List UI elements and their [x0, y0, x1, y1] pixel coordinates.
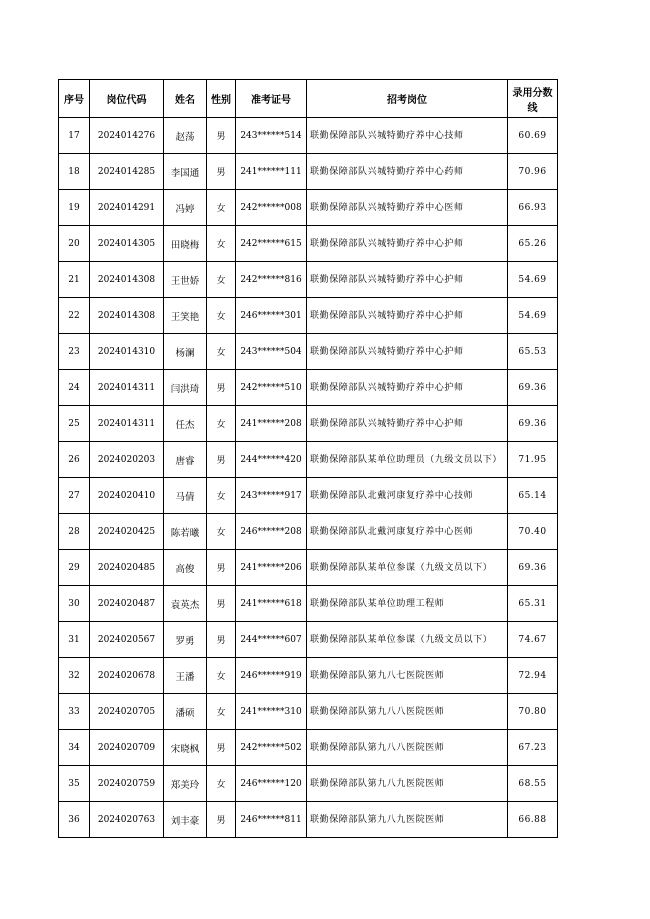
cell-seq: 18 [59, 154, 90, 190]
cell-seq: 19 [59, 190, 90, 226]
cell-post-code: 2024014308 [90, 262, 164, 298]
cell-post-code: 2024020487 [90, 586, 164, 622]
cell-post-code: 2024014310 [90, 334, 164, 370]
header-row [59, 80, 558, 118]
cell-position: 联勤保障部队兴城特勤疗养中心护师 [307, 334, 508, 370]
cell-score: 69.36 [508, 550, 558, 586]
cell-gender: 女 [207, 298, 236, 334]
cell-score: 66.88 [508, 802, 558, 838]
cell-gender: 男 [207, 118, 236, 154]
cell-post-code: 2024020485 [90, 550, 164, 586]
cell-name: 潘硕 [164, 694, 207, 730]
cell-seq: 20 [59, 226, 90, 262]
cell-name: 王世娇 [164, 262, 207, 298]
cell-name: 宋晓枫 [164, 730, 207, 766]
table-row [59, 298, 558, 334]
cell-position: 联勤保障部队兴城特勤疗养中心护师 [307, 406, 508, 442]
header-post-code: 岗位代码 [90, 80, 164, 118]
cell-name: 郑美玲 [164, 766, 207, 802]
cell-ticket: 243******504 [236, 334, 307, 370]
cell-score: 70.96 [508, 154, 558, 190]
cell-ticket: 246******811 [236, 802, 307, 838]
cell-score: 65.14 [508, 478, 558, 514]
cell-position: 联勤保障部队某单位参谋（九级文员以下） [307, 550, 508, 586]
table-row [59, 622, 558, 658]
cell-ticket: 246******301 [236, 298, 307, 334]
header-score: 录用分数线 [508, 80, 558, 118]
table-row [59, 658, 558, 694]
cell-ticket: 243******917 [236, 478, 307, 514]
cell-ticket: 246******919 [236, 658, 307, 694]
table-row [59, 514, 558, 550]
cell-name: 王潘 [164, 658, 207, 694]
cell-seq: 36 [59, 802, 90, 838]
cell-ticket: 243******514 [236, 118, 307, 154]
cell-name: 王笑艳 [164, 298, 207, 334]
cell-gender: 女 [207, 334, 236, 370]
table-row [59, 802, 558, 838]
cell-name: 李国通 [164, 154, 207, 190]
table-row [59, 406, 558, 442]
cell-post-code: 2024020763 [90, 802, 164, 838]
cell-score: 54.69 [508, 262, 558, 298]
cell-score: 71.95 [508, 442, 558, 478]
cell-position: 联勤保障部队第九八八医院医师 [307, 730, 508, 766]
cell-seq: 27 [59, 478, 90, 514]
header-gender: 性别 [207, 80, 236, 118]
cell-seq: 21 [59, 262, 90, 298]
cell-score: 65.53 [508, 334, 558, 370]
cell-position: 联勤保障部队兴城特勤疗养中心护师 [307, 226, 508, 262]
cell-ticket: 246******208 [236, 514, 307, 550]
table-row [59, 226, 558, 262]
cell-position: 联勤保障部队第九八九医院医师 [307, 802, 508, 838]
cell-ticket: 242******816 [236, 262, 307, 298]
cell-post-code: 2024020410 [90, 478, 164, 514]
cell-seq: 26 [59, 442, 90, 478]
cell-gender: 女 [207, 190, 236, 226]
cell-score: 69.36 [508, 406, 558, 442]
cell-name: 马倩 [164, 478, 207, 514]
cell-gender: 男 [207, 550, 236, 586]
cell-gender: 女 [207, 262, 236, 298]
table-row [59, 730, 558, 766]
cell-name: 唐睿 [164, 442, 207, 478]
header-position: 招考岗位 [307, 80, 508, 118]
cell-position: 联勤保障部队第九八七医院医师 [307, 658, 508, 694]
cell-name: 冯婷 [164, 190, 207, 226]
cell-position: 联勤保障部队某单位参谋（九级文员以下） [307, 622, 508, 658]
cell-score: 65.31 [508, 586, 558, 622]
table-row [59, 154, 558, 190]
header-ticket: 准考证号 [236, 80, 307, 118]
table-row [59, 370, 558, 406]
cell-seq: 24 [59, 370, 90, 406]
cell-ticket: 244******607 [236, 622, 307, 658]
cell-name: 高俊 [164, 550, 207, 586]
cell-gender: 男 [207, 802, 236, 838]
table-row [59, 478, 558, 514]
cell-seq: 30 [59, 586, 90, 622]
cell-name: 袁英杰 [164, 586, 207, 622]
cell-post-code: 2024014311 [90, 370, 164, 406]
cell-name: 赵荡 [164, 118, 207, 154]
cell-position: 联勤保障部队某单位助理工程师 [307, 586, 508, 622]
cell-gender: 女 [207, 478, 236, 514]
cell-post-code: 2024014311 [90, 406, 164, 442]
cell-name: 罗勇 [164, 622, 207, 658]
table-row [59, 118, 558, 154]
cell-score: 66.93 [508, 190, 558, 226]
cell-gender: 男 [207, 442, 236, 478]
cell-post-code: 2024020709 [90, 730, 164, 766]
cell-seq: 17 [59, 118, 90, 154]
cell-ticket: 241******206 [236, 550, 307, 586]
cell-name: 田晓梅 [164, 226, 207, 262]
cell-post-code: 2024020705 [90, 694, 164, 730]
cell-post-code: 2024020203 [90, 442, 164, 478]
cell-post-code: 2024020567 [90, 622, 164, 658]
cell-ticket: 246******120 [236, 766, 307, 802]
table-row [59, 694, 558, 730]
cell-position: 联勤保障部队兴城特勤疗养中心技师 [307, 118, 508, 154]
cell-gender: 女 [207, 694, 236, 730]
cell-name: 闫洪琦 [164, 370, 207, 406]
cell-seq: 23 [59, 334, 90, 370]
table-row [59, 190, 558, 226]
cell-gender: 男 [207, 622, 236, 658]
cell-ticket: 244******420 [236, 442, 307, 478]
cell-seq: 22 [59, 298, 90, 334]
cell-name: 任杰 [164, 406, 207, 442]
cell-gender: 女 [207, 406, 236, 442]
cell-name: 杨澜 [164, 334, 207, 370]
cell-post-code: 2024014305 [90, 226, 164, 262]
header-name: 姓名 [164, 80, 207, 118]
cell-position: 联勤保障部队某单位助理员（九级文员以下） [307, 442, 508, 478]
cell-post-code: 2024020425 [90, 514, 164, 550]
cell-ticket: 241******310 [236, 694, 307, 730]
cell-seq: 28 [59, 514, 90, 550]
cell-score: 68.55 [508, 766, 558, 802]
table-row [59, 586, 558, 622]
cell-position: 联勤保障部队北戴河康复疗养中心医师 [307, 514, 508, 550]
cell-gender: 男 [207, 730, 236, 766]
cell-gender: 男 [207, 154, 236, 190]
cell-name: 刘丰豪 [164, 802, 207, 838]
cell-post-code: 2024014276 [90, 118, 164, 154]
cell-gender: 女 [207, 766, 236, 802]
cell-seq: 32 [59, 658, 90, 694]
cell-gender: 男 [207, 586, 236, 622]
cell-seq: 35 [59, 766, 90, 802]
cell-position: 联勤保障部队兴城特勤疗养中心护师 [307, 370, 508, 406]
cell-seq: 34 [59, 730, 90, 766]
cell-seq: 33 [59, 694, 90, 730]
table-row [59, 262, 558, 298]
cell-post-code: 2024014285 [90, 154, 164, 190]
cell-post-code: 2024020759 [90, 766, 164, 802]
cell-gender: 女 [207, 226, 236, 262]
cell-post-code: 2024014308 [90, 298, 164, 334]
cell-position: 联勤保障部队兴城特勤疗养中心护师 [307, 262, 508, 298]
cell-name: 陈若曦 [164, 514, 207, 550]
cell-position: 联勤保障部队兴城特勤疗养中心护师 [307, 298, 508, 334]
cell-ticket: 241******618 [236, 586, 307, 622]
cell-score: 74.67 [508, 622, 558, 658]
cell-position: 联勤保障部队第九八八医院医师 [307, 694, 508, 730]
cell-score: 67.23 [508, 730, 558, 766]
cell-position: 联勤保障部队兴城特勤疗养中心医师 [307, 190, 508, 226]
cell-position: 联勤保障部队第九八九医院医师 [307, 766, 508, 802]
header-seq: 序号 [59, 80, 90, 118]
cell-ticket: 242******502 [236, 730, 307, 766]
cell-score: 70.80 [508, 694, 558, 730]
cell-post-code: 2024020678 [90, 658, 164, 694]
table-header [59, 80, 558, 118]
cell-gender: 女 [207, 658, 236, 694]
table-body [59, 118, 558, 838]
cell-ticket: 242******510 [236, 370, 307, 406]
results-table [58, 79, 558, 838]
cell-ticket: 241******208 [236, 406, 307, 442]
table-row [59, 442, 558, 478]
cell-ticket: 242******615 [236, 226, 307, 262]
cell-gender: 女 [207, 514, 236, 550]
cell-score: 70.40 [508, 514, 558, 550]
cell-post-code: 2024014291 [90, 190, 164, 226]
cell-position: 联勤保障部队北戴河康复疗养中心技师 [307, 478, 508, 514]
table-row [59, 766, 558, 802]
cell-seq: 29 [59, 550, 90, 586]
cell-seq: 25 [59, 406, 90, 442]
table-row [59, 334, 558, 370]
cell-score: 54.69 [508, 298, 558, 334]
cell-seq: 31 [59, 622, 90, 658]
cell-score: 69.36 [508, 370, 558, 406]
cell-position: 联勤保障部队兴城特勤疗养中心药师 [307, 154, 508, 190]
table-row [59, 550, 558, 586]
cell-score: 60.69 [508, 118, 558, 154]
cell-score: 72.94 [508, 658, 558, 694]
cell-gender: 男 [207, 370, 236, 406]
cell-ticket: 242******008 [236, 190, 307, 226]
cell-score: 65.26 [508, 226, 558, 262]
cell-ticket: 241******111 [236, 154, 307, 190]
